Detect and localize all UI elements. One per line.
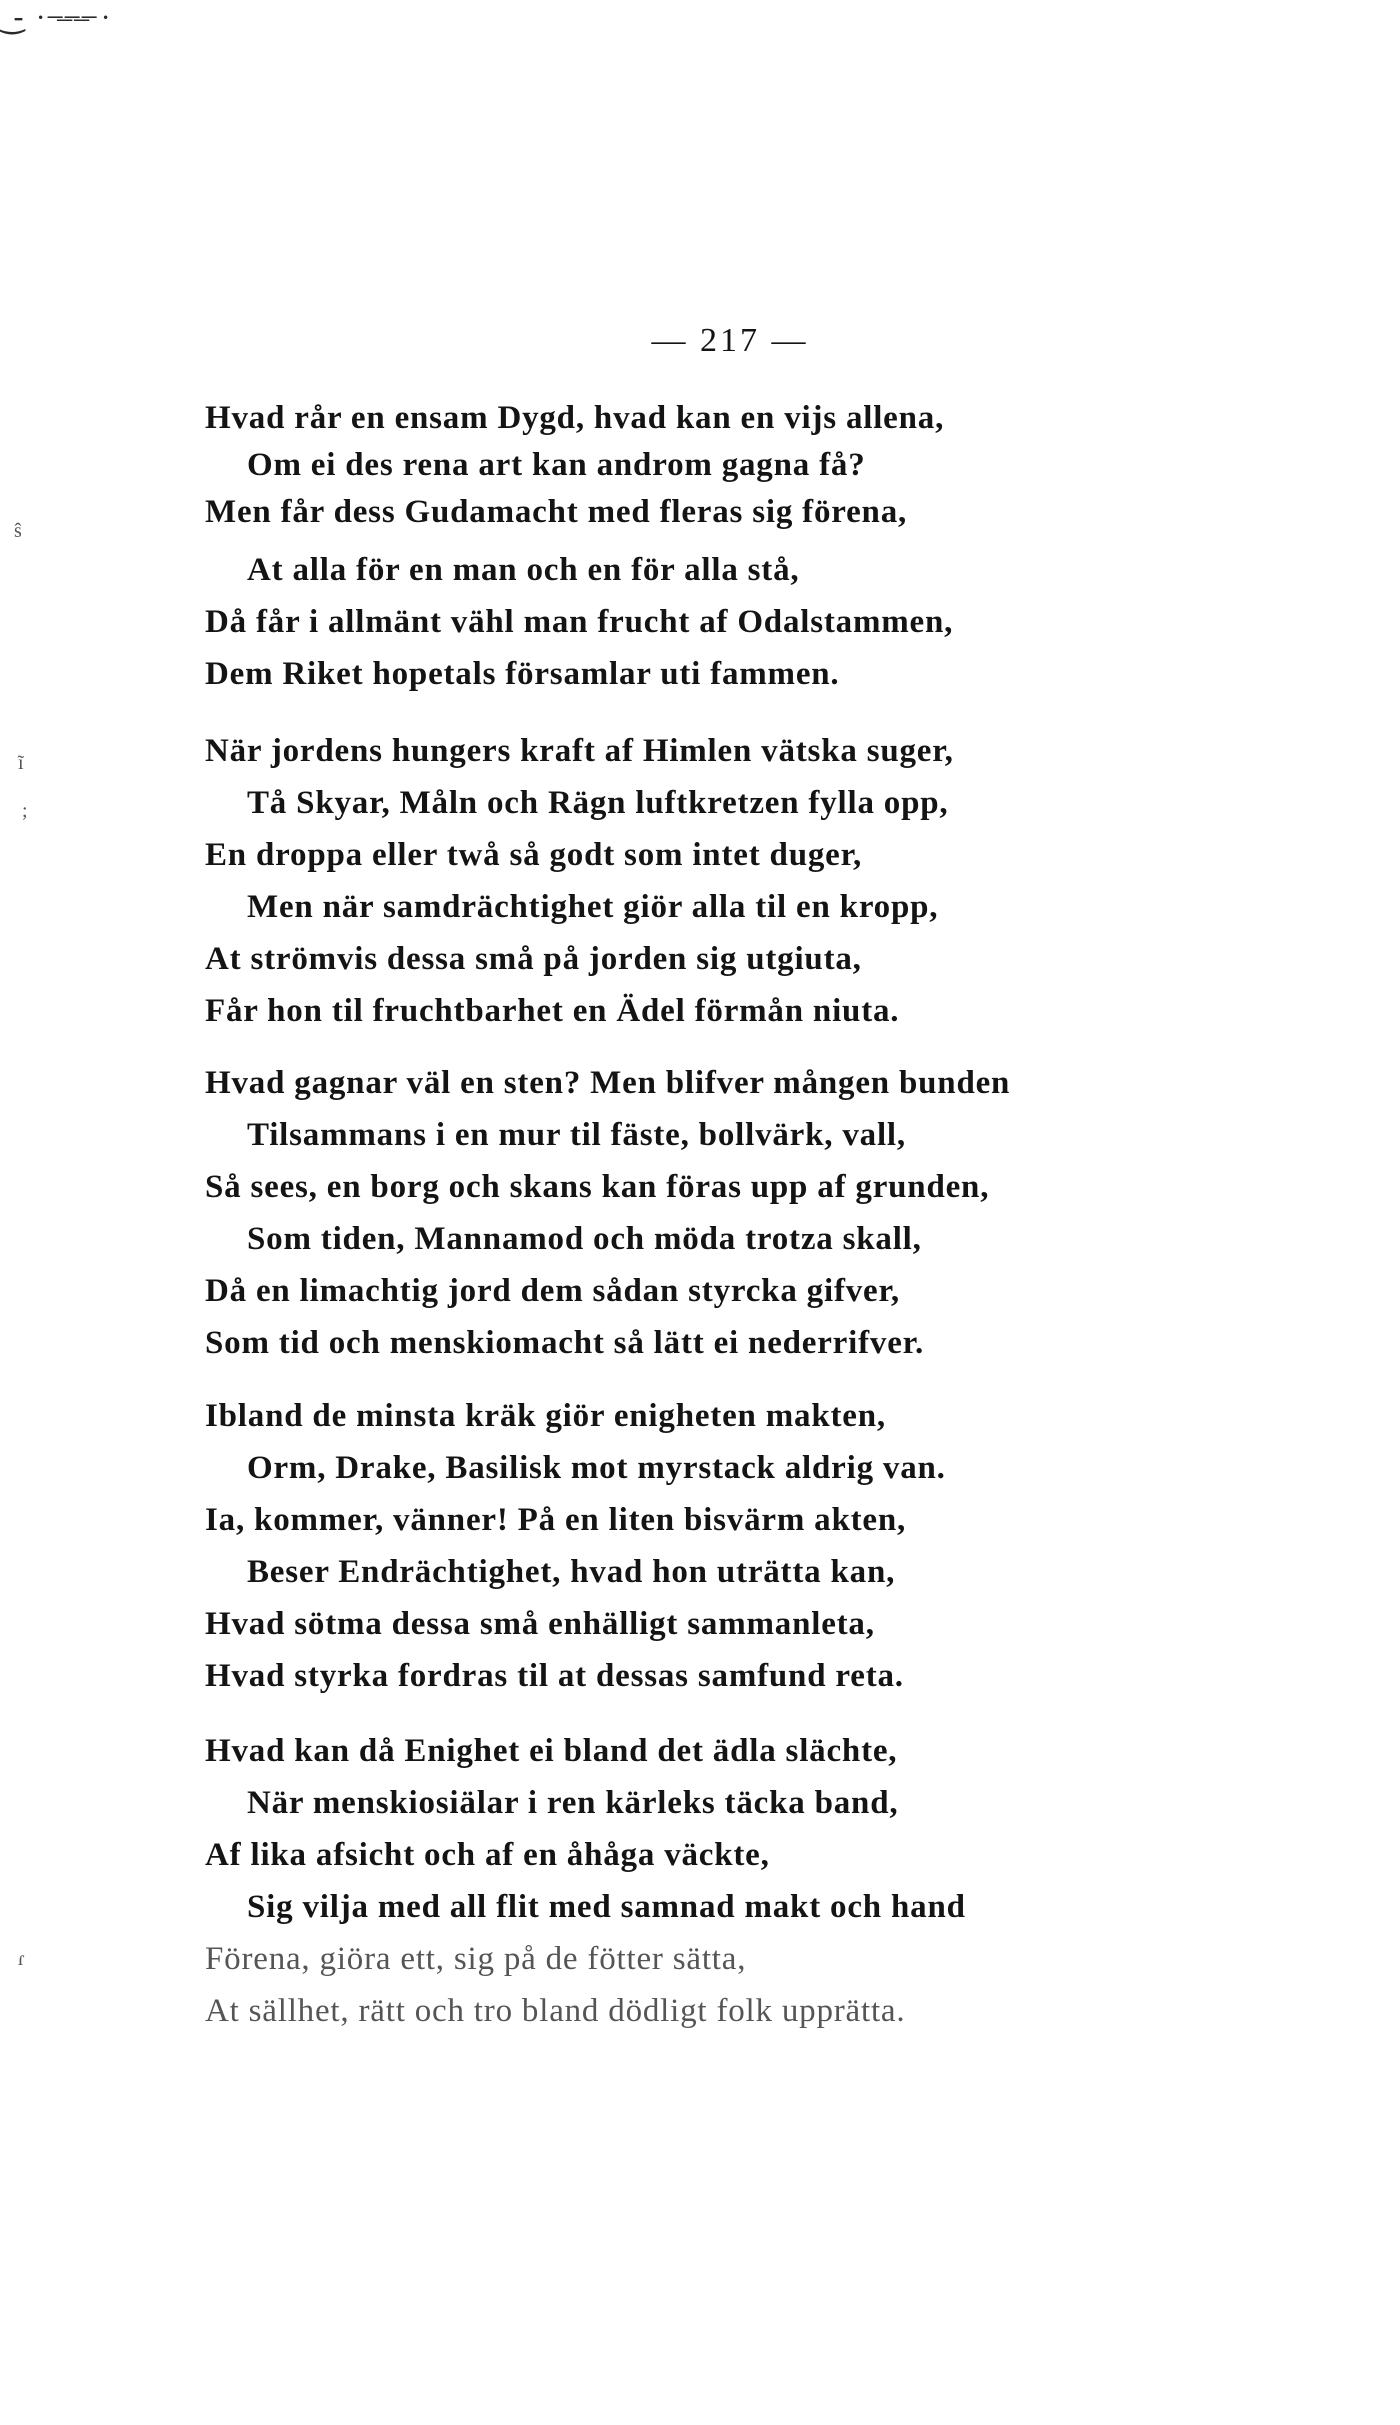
verse-line: Hvad rår en ensam Dygd, hvad kan en vijs allena, — [205, 400, 945, 436]
verse-line: Förena, giöra ett, sig på de fötter sätta, — [205, 1941, 747, 1977]
header-smudge: ‿̵ · ̶–̶–̶ · — [0, 1, 113, 34]
verse-line: Som tiden, Mannamod och möda trotza skall, — [247, 1221, 922, 1257]
margin-mark: ɾ — [18, 1948, 25, 1970]
verse-line: At alla för en man och en för alla stå, — [247, 552, 800, 588]
verse-line: Ia, kommer, vänner! På en liten bisvärm akten, — [205, 1502, 907, 1538]
verse-line: När jordens hungers kraft af Himlen vätska suger, — [205, 733, 954, 769]
verse-line: Ibland de minsta kräk giör enigheten makten, — [205, 1398, 886, 1434]
verse-line: Tilsammans i en mur til fäste, bollvärk, vall, — [247, 1117, 906, 1153]
verse-line: Men får dess Gudamacht med fleras sig förena, — [205, 494, 908, 530]
verse-line: Hvad kan då Enighet ei bland det ädla slächte, — [205, 1733, 898, 1769]
verse-line: At strömvis dessa små på jorden sig utgiuta, — [205, 941, 862, 977]
verse-line: Men när samdrächtighet giör alla til en kropp, — [247, 889, 939, 925]
margin-mark: ĩ — [18, 752, 24, 774]
verse-line: Orm, Drake, Basilisk mot myrstack aldrig van. — [247, 1450, 946, 1486]
verse-line: Som tid och menskiomacht så lätt ei nederrifver. — [205, 1325, 925, 1361]
verse-line: När menskiosiälar i ren kärleks täcka band, — [247, 1785, 899, 1821]
verse-line: Då får i allmänt vähl man frucht af Odalstammen, — [205, 604, 954, 640]
verse-line: Beser Endrächtighet, hvad hon uträtta kan, — [247, 1554, 896, 1590]
verse-line: Hvad gagnar väl en sten? Men blifver mången bunden — [205, 1065, 1011, 1101]
verse-line: Om ei des rena art kan androm gagna få? — [247, 447, 866, 483]
verse-line: Hvad sötma dessa små enhälligt sammanleta, — [205, 1606, 875, 1642]
page-number: — 217 — — [651, 322, 809, 359]
margin-mark: ŝ — [14, 520, 22, 542]
verse-line: Dem Riket hopetals församlar uti fammen. — [205, 656, 840, 692]
verse-line: Af lika afsicht och af en åhåga väckte, — [205, 1837, 770, 1873]
verse-line: Sig vilja med all flit med samnad makt och hand — [247, 1889, 966, 1925]
margin-mark: ; — [22, 800, 28, 822]
verse-line: En droppa eller twå så godt som intet duger, — [205, 837, 863, 873]
verse-line: Då en limachtig jord dem sådan styrcka gifver, — [205, 1273, 900, 1309]
verse-line: Tå Skyar, Måln och Rägn luftkretzen fylla opp, — [247, 785, 949, 821]
verse-line: Hvad styrka fordras til at dessas samfund reta. — [205, 1658, 904, 1694]
verse-line: At sällhet, rätt och tro bland dödligt folk upprätta. — [205, 1993, 906, 2029]
verse-line: Så sees, en borg och skans kan föras upp af grunden, — [205, 1169, 990, 1205]
verse-line: Får hon til fruchtbarhet en Ädel förmån niuta. — [205, 993, 900, 1029]
